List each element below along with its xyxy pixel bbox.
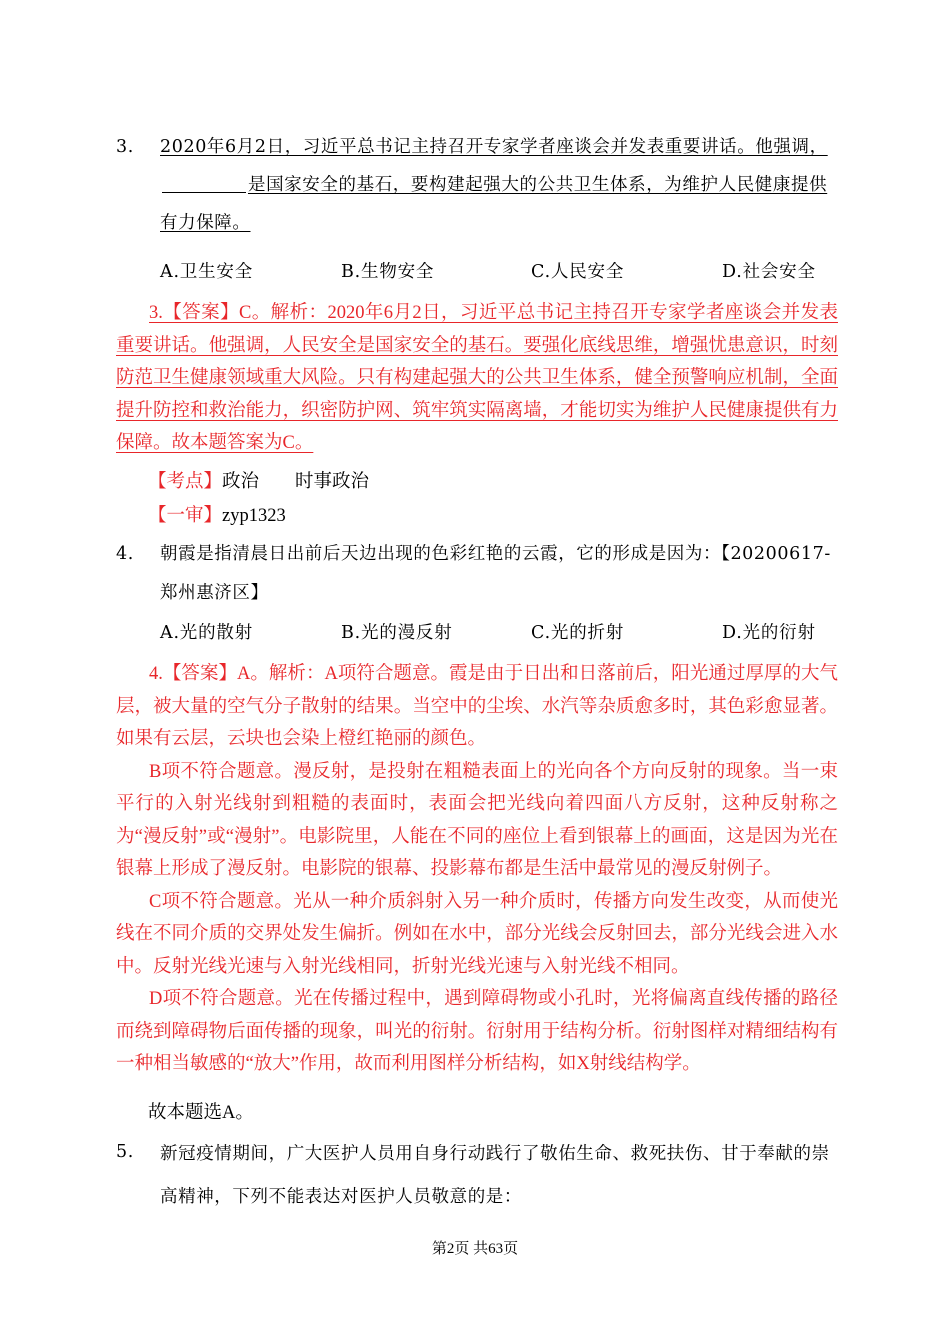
option-a: A.光的散射 bbox=[160, 623, 254, 643]
option-b: B.生物安全 bbox=[341, 262, 435, 282]
answer-blank bbox=[162, 172, 246, 193]
stem-part-2: 是国家安全的基石，要构建起强大的公共卫生体系，为维护人民健康提供有力保障。 bbox=[160, 175, 828, 233]
question-stem bbox=[160, 128, 840, 242]
question-5 bbox=[116, 1133, 840, 1219]
question-stem: 新冠疫情期间，广大医护人员用自身行动践行了敬佑生命、救死扶伤、甘于奉献的崇高精神，下列不能表达对医护人员敬意的是： bbox=[160, 1144, 830, 1207]
question-4-analysis bbox=[116, 658, 838, 1081]
question-stem: 朝霞是指清晨日出前后天边出现的色彩红艳的云霞，它的形成是因为：【20200617-郑州惠济区】 bbox=[160, 544, 831, 603]
analysis-paragraph-c: C项不符合题意。光从一种介质斜射入另一种介质时，传播方向发生改变，从而使光线在不同介质的交界处发生偏折。例如在水中，部分光线会反射回去，部分光线会进入水中。反射光线光速与入射光线相同，折射光线光速与入射光线不相同。 bbox=[116, 891, 838, 977]
kaodian-topic: 时事政治 bbox=[295, 472, 370, 492]
option-b: B.光的漫反射 bbox=[341, 623, 453, 643]
option-d: D.社会安全 bbox=[722, 262, 816, 282]
kaodian-line bbox=[148, 466, 369, 498]
review-line bbox=[148, 500, 286, 532]
question-number: 4. bbox=[116, 544, 134, 564]
stem-part-1: 2020年6月2日，习近平总书记主持召开专家学者座谈会并发表重要讲话。他强调， bbox=[160, 137, 828, 157]
option-d: D.光的衍射 bbox=[722, 623, 816, 643]
kaodian-subject: 政治 bbox=[222, 472, 260, 492]
analysis-paragraph-d: D项不符合题意。光在传播过程中，遇到障碍物或小孔时，光将偏离直线传播的路径而绕到障碍物后面传播的现象，叫光的衍射。衍射用于结构分析。衍射图样对精细结构有一种相当敏感的“放大”作用，故而利用图样分析结构，如X射线结构学。 bbox=[116, 989, 838, 1074]
answer-analysis: 3.【答案】C。解析：2020年6月2日，习近平总书记主持召开专家学者座谈会并发表重要讲话。他强调，人民安全是国家安全的基石。要强化底线思维，增强忧患意识，时刻防范卫生健康领域重大风险。只有构建起强大的公共卫生体系，健全预警响应机制，全面提升防控和救治能力，织密防护网、筑牢筑实隔离墙，才能切实为维护人民健康提供有力保障。故本题答案为C。 bbox=[116, 303, 838, 453]
option-c: C.光的折射 bbox=[531, 623, 625, 643]
page-footer: 第2页 共63页 bbox=[431, 1241, 519, 1257]
question-4 bbox=[116, 535, 840, 613]
question-number: 3. bbox=[116, 137, 134, 157]
question-3 bbox=[116, 128, 840, 242]
option-a: A.卫生安全 bbox=[160, 262, 254, 282]
kaodian-label: 【考点】 bbox=[148, 472, 223, 492]
review-label: 【一审】 bbox=[148, 506, 223, 526]
review-value: zyp1323 bbox=[222, 506, 286, 526]
conclusion: 故本题选A。 bbox=[148, 1103, 254, 1123]
question-3-answer bbox=[116, 297, 838, 460]
analysis-paragraph-a: 4.【答案】A。解析：A项符合题意。霞是由于日出和日落前后，阳光通过厚厚的大气层，被大量的空气分子散射的结果。当空中的尘埃、水汽等杂质愈多时，其色彩愈显著。如果有云层，云块也会染上橙红艳丽的颜色。 bbox=[116, 664, 838, 749]
option-c: C.人民安全 bbox=[531, 262, 625, 282]
question-number: 5. bbox=[116, 1142, 134, 1162]
analysis-paragraph-b: B项不符合题意。漫反射，是投射在粗糙表面上的光向各个方向反射的现象。当一束平行的入射光线射到粗糙的表面时，表面会把光线向着四面八方反射，这种反射称之为“漫反射”或“漫射”。电影院里，人能在不同的座位上看到银幕上的画面，这是因为光在银幕上形成了漫反射。电影院的银幕、投影幕布都是生活中最常见的漫反射例子。 bbox=[116, 761, 838, 879]
